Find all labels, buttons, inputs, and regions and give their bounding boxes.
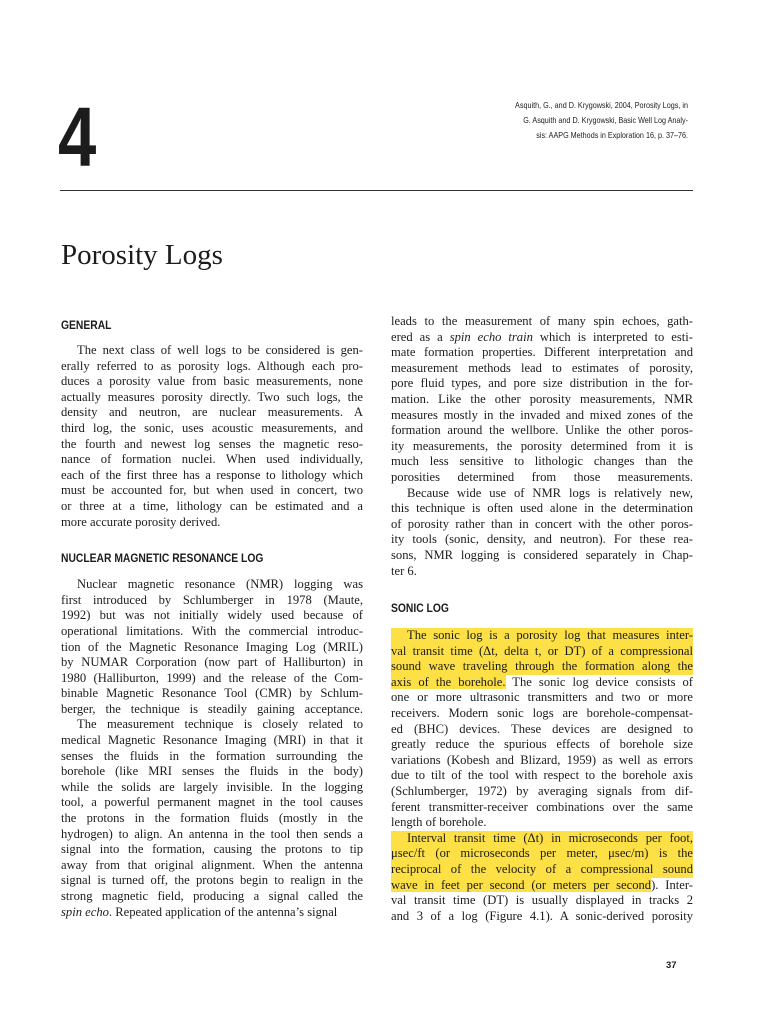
text-line: val transit time (DT) is usually displayed in tracks 2 [391,893,693,908]
nmr-continuation-lines [391,345,693,579]
section-heading-nmr: NUCLEAR MAGNETIC RESONANCE LOG [61,551,264,566]
section-heading-general: GENERAL [61,318,112,332]
italic-term: spin echo train [449,329,533,344]
highlighted-text: axis of the borehole. [391,674,506,689]
text-line: measurement methods lead to estimates of porosity, [391,360,693,375]
text-line: the protons in the formation fluids (mostly in the [61,811,363,826]
text-line: much less sensitive to lithologic changes than the [391,454,693,469]
text-line: by NUMAR Corporation (now part of Halliburton) in [61,655,363,670]
interval-highlighted-lines [391,831,693,878]
chapter-number: 4 [58,90,97,184]
text-line: receivers. Modern sonic logs are borehole-compensat- [391,706,693,721]
text-line: ity measurements, the porosity determined from it is [391,438,693,453]
text-fragment: . Repeated application of the antenna’s signal [108,904,338,919]
highlighted-text: val transit time (Δt, delta t, or DT) of a compressional [391,643,693,658]
text-line: ed (BHC) devices. These devices are designed to [391,721,693,736]
text-fragment: which is interpreted to esti- [532,329,693,344]
sonic-lines [391,690,693,830]
text-line: ferent transmitter-receiver combinations over the same [391,799,693,814]
text-line: variations (Kobesh and Blizard, 1959) as well as errors [391,752,693,767]
text-line: erally referred to as porosity logs. Although each pro- [61,358,363,373]
text-line: The next class of well logs to be considered is gen- [77,343,363,357]
italic-term: spin echo [61,904,109,919]
text-line: signal into the formation, causing the protons to tip [61,842,363,857]
highlighted-text: The sonic log is a porosity log that measures inter- [391,628,693,644]
chapter-title: Porosity Logs [61,239,223,272]
text-line [391,675,693,691]
text-line: pore fluid types, and pore size distribution in the for- [391,376,693,391]
text-line: ity tools (sonic, density, and neutron). For these rea- [391,532,693,547]
text-line: this technique is often used alone in the determination [391,501,693,516]
text-line: hydrogen) to align. An antenna in the tool then sends a [61,826,363,841]
citation-line: G. Asquith and D. Krygowski, Basic Well Log Analy- [523,115,688,125]
text-line: tool, a powerful permanent magnet in the tool causes [61,795,363,810]
nmr-paragraph [61,577,363,904]
text-line: The measurement technique is closely related to [77,717,363,732]
text-line: signal is turned off, the protons begin to realign in the [61,873,363,888]
text-line: strong magnetic field, producing a signal called the [61,889,363,903]
text-line: and 3 of a log (Figure 4.1). A sonic-derived porosity [391,908,693,923]
text-line: density and neutron, are nuclear measurements. A [61,405,363,420]
text-line: due to tilt of the tool with respect to the borehole axis [391,768,693,783]
chapter-divider [60,190,693,191]
highlighted-text: reciprocal of the velocity of a compressional sound [391,862,693,876]
text-line: length of borehole. [391,815,487,830]
sonic-highlighted-lines [391,628,693,675]
text-line: binable Magnetic Resonance Tool (CMR) by Schlum- [61,686,363,701]
text-line: leads to the measurement of many spin echoes, gath- [391,314,693,328]
text-line: or three at a time, lithology can be estimated and a [61,498,363,513]
text-line [391,330,693,346]
text-fragment: The sonic log device consists of [505,674,693,689]
citation-line: sis: AAPG Methods in Exploration 16, p. 37–76. [536,130,688,140]
text-line: operational limitations. With the commercial introduc- [61,623,363,638]
text-line: formation around the wellbore. Unlike the other poros- [391,423,693,438]
text-line: actually measures porosity directly. Two such logs, the [61,389,363,404]
text-line: mate formation properties. Different interpretation and [391,345,693,360]
right-column [391,314,693,924]
text-line: away from that original alignment. When the antenna [61,857,363,872]
text-line [61,905,363,921]
text-line: third log, the sonic, uses acoustic measurements, and [61,420,363,435]
text-line [391,862,693,878]
nmr-continuation-paragraph [391,314,693,579]
highlighted-text: Interval transit time (Δt) in microseconds per foot, [391,831,693,847]
text-line: tion of the Magnetic Resonance Imaging Log (MRIL) [61,639,363,654]
text-line: senses the fluids in the formation surrounding the [61,748,363,763]
text-line: porosities determined from those measurements. [391,469,693,484]
text-line: Because wide use of NMR logs is relatively new, [407,485,693,500]
text-line: one or more ultrasonic transmitters and two or more [391,690,693,705]
text-line: (Schlumberger, 1972) by averaging signals from dif- [391,784,693,799]
text-fragment: ). Inter- [651,877,693,892]
text-line: sons, NMR logging is considered separately in Chap- [391,547,693,562]
text-line [391,659,693,675]
text-line: measures mostly in the invaded and mixed zones of the [391,407,693,422]
section-heading-sonic: SONIC LOG [391,601,449,616]
highlighted-text: μsec/ft (or microseconds per meter, μsec/m) is the [391,846,693,861]
text-line: must be accounted for, but when used in concert, two [61,483,363,498]
text-line [391,846,693,862]
left-column [61,318,363,920]
text-line: of porosity rather than in concert with the other poros- [391,516,693,531]
sonic-paragraph [391,628,693,924]
text-line [391,628,693,644]
text-line [391,878,693,894]
text-line: first introduced by Schlumberger in 1978 (Maute, [61,592,363,607]
text-line: 1992) but was not initially widely used because of [61,608,363,623]
text-line [391,831,693,847]
text-line: Nuclear magnetic resonance (NMR) logging was [77,577,363,592]
highlighted-text: wave in feet per second (or meters per second [391,877,652,892]
text-line: duces a porosity value from basic measurements, none [61,374,363,389]
page-number: 37 [666,960,677,971]
text-line: borehole (like MRI senses the fluids in the body) [61,764,363,779]
text-line: the fourth and newest log senses the magnetic reso- [61,436,363,451]
text-line [391,644,693,660]
interval-lines [391,893,693,924]
text-line: mation. Like the other porosity measurements, NMR [391,391,693,406]
text-line: nance of formation nuclei. When used individually, [61,452,363,467]
text-line: while the solids are largely invisible. In the logging [61,779,363,794]
general-paragraph [61,343,363,530]
text-line: ter 6. [391,563,417,578]
text-line: each of the first three has a response to lithology which [61,467,363,482]
text-line: berger, the technique is steadily gaining acceptance. [61,701,363,716]
highlighted-text: sound wave traveling through the formation along the [391,659,693,674]
text-line: greatly reduce the spurious effects of borehole size [391,737,693,752]
text-line: medical Magnetic Resonance Imaging (MRI) in that it [61,733,363,748]
citation-line: Asquith, G., and D. Krygowski, 2004, Porosity Logs, in [515,100,688,110]
chapter-citation [509,98,688,143]
text-fragment: ered as a [391,329,450,344]
text-line: 1980 (Halliburton, 1999) and the release of the Com- [61,670,363,685]
text-line: more accurate porosity derived. [61,514,221,529]
